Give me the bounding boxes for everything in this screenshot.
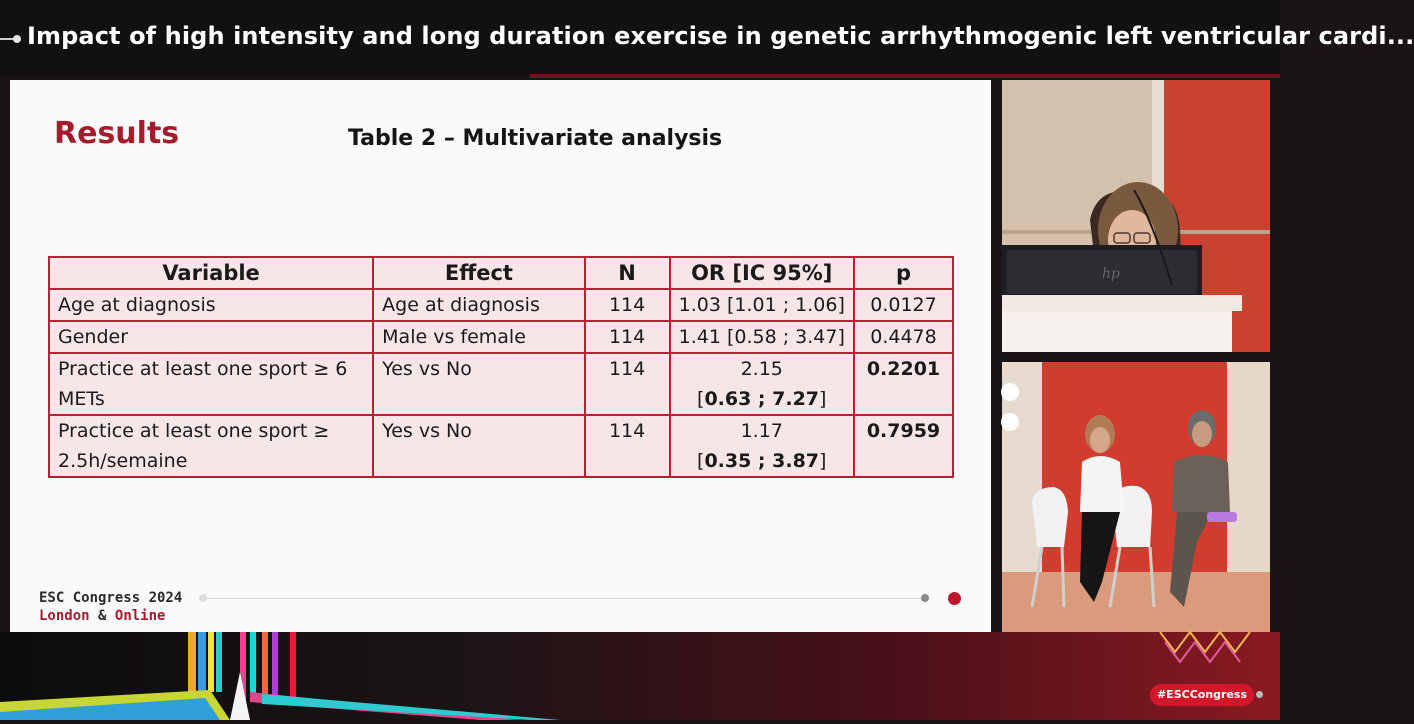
cell-variable-line1: Practice at least one sport ≥ xyxy=(58,420,330,442)
table-row xyxy=(49,415,953,477)
panel-video xyxy=(1002,362,1270,632)
col-header-effect: Effect xyxy=(373,257,585,289)
bracket-close: ] xyxy=(819,450,827,472)
cell-or-interval xyxy=(679,446,845,476)
cell-or-ci: 0.35 ; 3.87 xyxy=(704,450,820,472)
cell-n: 114 xyxy=(585,415,670,477)
cell-variable-line2: 2.5h/semaine xyxy=(58,450,188,472)
cell-variable: Age at diagnosis xyxy=(49,289,373,321)
cell-n: 114 xyxy=(585,321,670,353)
cell-effect: Age at diagnosis xyxy=(373,289,585,321)
progress-dot xyxy=(921,594,929,602)
table-row xyxy=(49,289,953,321)
progress-start-dot xyxy=(199,594,207,602)
cell-effect: Yes vs No xyxy=(373,353,585,415)
location-amp: & xyxy=(98,608,107,624)
hashtag-dot xyxy=(1256,691,1263,698)
cell-p: 0.4478 xyxy=(854,321,953,353)
location-city: London xyxy=(39,608,90,624)
table-title: Table 2 – Multivariate analysis xyxy=(348,126,723,151)
bracket-close: ] xyxy=(819,388,827,410)
cell-effect: Yes vs No xyxy=(373,415,585,477)
cell-or xyxy=(670,415,854,477)
title-bar-marker-dot xyxy=(13,35,21,43)
location-online: Online xyxy=(114,608,166,624)
col-header-p: p xyxy=(854,257,953,289)
stream-title: Impact of high intensity and long duration exercise in genetic arrhythmogenic left ventricular cardi... xyxy=(27,22,1414,50)
panel-video-image xyxy=(1002,362,1270,632)
title-bar-accent-line xyxy=(530,74,1280,78)
table-row xyxy=(49,353,953,415)
slide-heading: Results xyxy=(54,116,180,151)
congress-location xyxy=(39,608,165,624)
cell-p: 0.0127 xyxy=(854,289,953,321)
cell-n: 114 xyxy=(585,289,670,321)
cell-or xyxy=(670,353,854,415)
congress-name: ESC Congress 2024 xyxy=(39,590,183,606)
cell-n: 114 xyxy=(585,353,670,415)
col-header-variable: Variable xyxy=(49,257,373,289)
progress-current-dot xyxy=(948,592,961,605)
svg-text:hp: hp xyxy=(1102,266,1120,282)
cell-or-estimate: 1.17 xyxy=(740,420,783,442)
speaker-video xyxy=(1002,80,1270,352)
cell-variable xyxy=(49,415,373,477)
bracket-open: [ xyxy=(697,388,705,410)
cell-variable-line2: METs xyxy=(58,388,105,410)
cell-or: 1.41 [0.58 ; 3.47] xyxy=(670,321,854,353)
hashtag-badge: #ESCCongress xyxy=(1150,684,1254,706)
cell-p: 0.7959 xyxy=(854,415,953,477)
cell-or-estimate: 2.15 xyxy=(740,358,783,380)
table-header-row xyxy=(49,257,953,289)
speaker-video-image xyxy=(1002,80,1270,352)
cell-variable: Gender xyxy=(49,321,373,353)
table-row xyxy=(49,321,953,353)
decorative-stripes xyxy=(0,632,1280,720)
col-header-or: OR [IC 95%] xyxy=(670,257,854,289)
cell-variable xyxy=(49,353,373,415)
cell-or: 1.03 [1.01 ; 1.06] xyxy=(670,289,854,321)
cell-effect: Male vs female xyxy=(373,321,585,353)
cell-p: 0.2201 xyxy=(854,353,953,415)
presentation-slide xyxy=(10,80,991,632)
cell-or-ci: 0.63 ; 7.27 xyxy=(704,388,820,410)
col-header-n: N xyxy=(585,257,670,289)
cell-or-interval xyxy=(679,384,845,414)
multivariate-table xyxy=(48,256,954,478)
bracket-open: [ xyxy=(697,450,705,472)
progress-line xyxy=(206,598,924,599)
cell-variable-line1: Practice at least one sport ≥ 6 xyxy=(58,358,348,380)
broadcast-footer-band xyxy=(0,632,1280,720)
